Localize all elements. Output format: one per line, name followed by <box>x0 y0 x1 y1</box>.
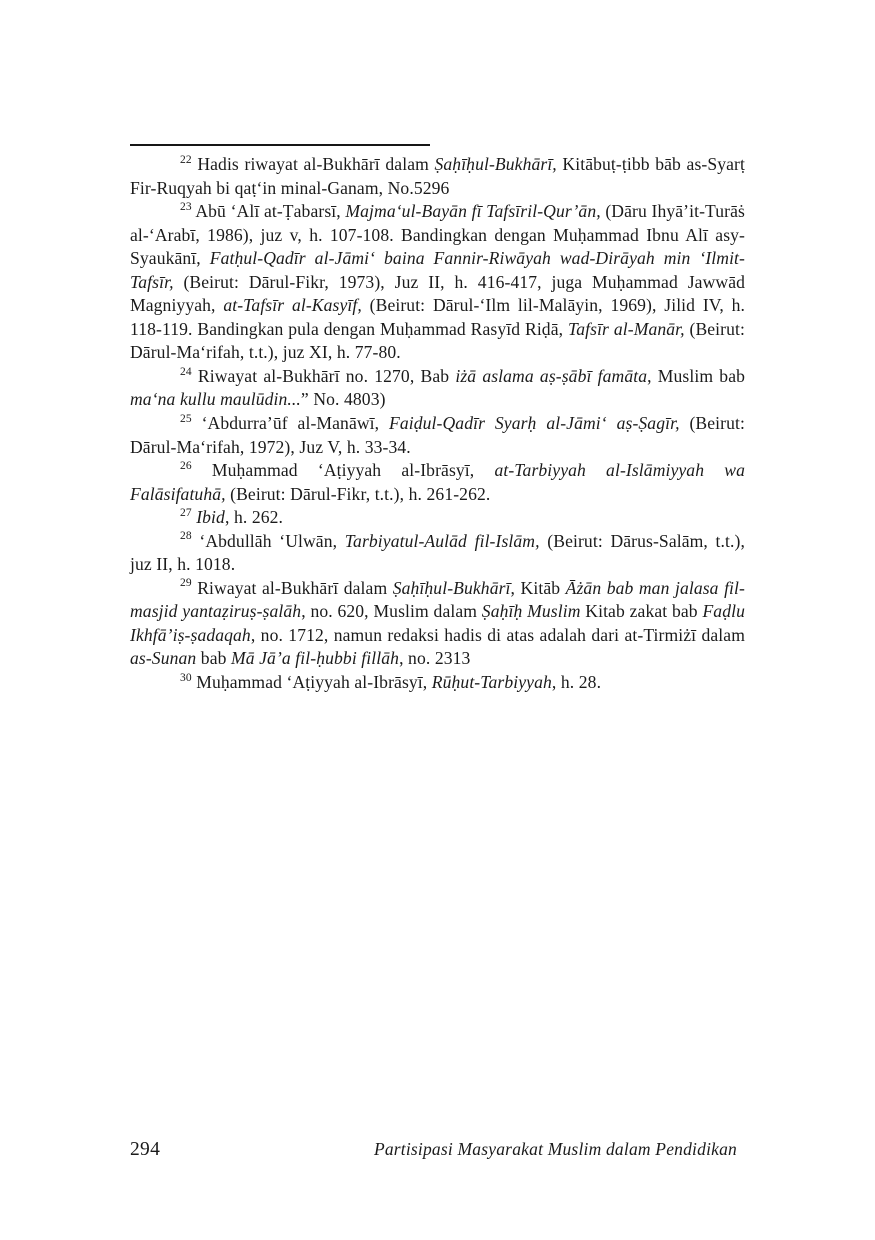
footnote-text-italic: at-Tafsīr al-Kasyīf, <box>223 295 362 316</box>
footnote-text: ” No. 4803) <box>300 389 386 410</box>
footnote-text-italic: Mā Jā’a fil-ḥubbi fillāh <box>231 648 400 669</box>
footnote-marker: 24 <box>180 365 192 378</box>
footnote-separator-rule <box>130 144 430 146</box>
footnote-text: , Kitāb <box>510 577 566 598</box>
footnote-text-italic: iżā aslama aṣ-ṣābī famāta <box>455 365 648 386</box>
footnote-text: , Muslim bab <box>647 365 745 386</box>
footnote-text-italic: Majma‘ul-Bayān fī Tafsīril-Qur’ān, <box>345 201 601 222</box>
footnote-marker: 23 <box>180 200 192 213</box>
footnotes-section <box>130 153 745 695</box>
footnote-text-italic: at-Tarbiyyah al-Islāmiyyah wa Falāsifatuhā, <box>130 460 745 504</box>
footnote-text: (Beirut: Dārul-Fikr, t.t.), h. 261-262. <box>225 483 491 504</box>
footnote-27 <box>130 506 745 530</box>
footnote-text-italic: Faḍlu Ikhfā’iṣ-ṣadaqah <box>130 601 745 645</box>
footnote-25 <box>130 412 745 459</box>
footnote-text: , h. 28. <box>551 672 602 693</box>
footnote-text: (Beirut: Dārus-Salām, t.t.), juz II, h. 1018. <box>130 530 745 575</box>
page-number: 294 <box>130 1139 161 1160</box>
footnote-text: (Dāru Ihyā’it-Turāṡ al-‘Arabī, 1986), juz v, h. 107-108. Bandingkan dengan Muḥammad Ibnu Alī asy-Syaukānī, <box>130 201 745 269</box>
footnote-28 <box>130 530 745 577</box>
footnote-text-italic: as-Sunan <box>130 648 197 669</box>
footnote-marker: 29 <box>180 577 192 590</box>
footnote-text: , no. 620, Muslim dalam <box>301 601 482 622</box>
footnote-23 <box>130 200 745 365</box>
footnote-text: , no. 2313 <box>399 648 471 669</box>
footnote-marker: 27 <box>180 506 192 519</box>
footnote-text: bab <box>196 648 231 669</box>
footnote-marker: 22 <box>180 153 192 166</box>
footnote-text: Abū ‘Alī at-Ṭabarsī, <box>195 201 346 222</box>
footnote-marker: 25 <box>180 412 192 425</box>
footnote-marker: 26 <box>180 459 192 472</box>
footnote-text: , no. 1712, namun redaksi hadis di atas adalah dari at-Tirmiżī dalam <box>250 624 745 645</box>
footnote-text: (Beirut: Dārul-Ma‘rifah, 1972), Juz V, h. 33-34. <box>130 413 745 457</box>
footnote-text-italic: Fatḥul-Qadīr al-Jāmi‘ baina Fannir-Riwāyah wad-Dirāyah min ‘Ilmit-Tafsīr, <box>130 248 746 292</box>
footnote-text-italic: Rūḥut-Tarbiyyah <box>431 672 552 693</box>
footnote-26 <box>130 459 745 506</box>
footnote-text: Riwayat al-Bukhārī dalam <box>197 577 393 598</box>
footnote-24 <box>130 365 745 412</box>
footnote-text: Muḥammad ‘Aṭiyyah al-Ibrāsyī, <box>196 672 432 693</box>
footnote-30 <box>130 671 745 695</box>
footnote-text-italic: Ibid <box>196 507 225 528</box>
footnote-text: ‘Abdurra’ūf al-Manāwī, <box>201 413 390 434</box>
page-footer <box>130 1139 737 1161</box>
footnote-29 <box>130 577 745 671</box>
footnote-text: (Beirut: Dārul-‘Ilm lil-Malāyin, 1969), Jilid IV, h. 118-119. Bandingkan pula dengan Muḥammad Rasyīd Riḍā, <box>130 295 745 339</box>
footnote-marker: 28 <box>180 530 192 543</box>
footnote-text: ‘Abdullāh ‘Ulwān, <box>199 530 345 551</box>
running-title: Partisipasi Masyarakat Muslim dalam Pendidikan <box>373 1139 737 1159</box>
footnote-text-italic: Tafsīr al-Manār, <box>567 318 685 339</box>
footnote-text-italic: ma‘na kullu maulūdin... <box>130 389 301 410</box>
footnote-text: Kitābuṭ-ṭibb bāb as-Syarṭ Fir-Ruqyah bi qaṭ‘in minal-Ganam, No.5296 <box>130 154 745 198</box>
footnote-text: (Beirut: Dārul-Fikr, 1973), Juz II, h. 416-417, juga Muḥammad Jawwād Magniyyah, <box>130 271 745 316</box>
footnote-text: Muḥammad ‘Aṭiyyah al-Ibrāsyī, <box>211 460 495 481</box>
footnote-text: Hadis riwayat al-Bukhārī dalam <box>197 154 435 174</box>
footnote-text: , h. 262. <box>224 507 284 528</box>
footnote-text: Kitab zakat bab <box>580 601 703 622</box>
footnote-text-italic: Ṣaḥīḥul-Bukhārī, <box>434 154 557 174</box>
footnote-22 <box>130 153 745 200</box>
footnote-text-italic: Tarbiyatul-Aulād fil-Islām, <box>344 530 540 551</box>
footnote-text: Riwayat al-Bukhārī no. 1270, Bab <box>197 365 456 386</box>
footnote-text-italic: Āżān bab man jalasa fil-masjid yantaẓiruṣ-ṣalāh <box>130 577 745 622</box>
footnote-text-italic: Ṣaḥīḥul-Bukhārī <box>392 577 511 598</box>
footnote-text-italic: Faiḍul-Qadīr Syarḥ al-Jāmi‘ aṣ-Ṣagīr, <box>389 413 680 434</box>
footnote-marker: 30 <box>180 671 192 684</box>
footnote-text-italic: Ṣaḥīḥ Muslim <box>481 601 581 622</box>
footnote-text: (Beirut: Dārul-Ma‘rifah, t.t.), juz XI, h. 77-80. <box>130 318 746 363</box>
